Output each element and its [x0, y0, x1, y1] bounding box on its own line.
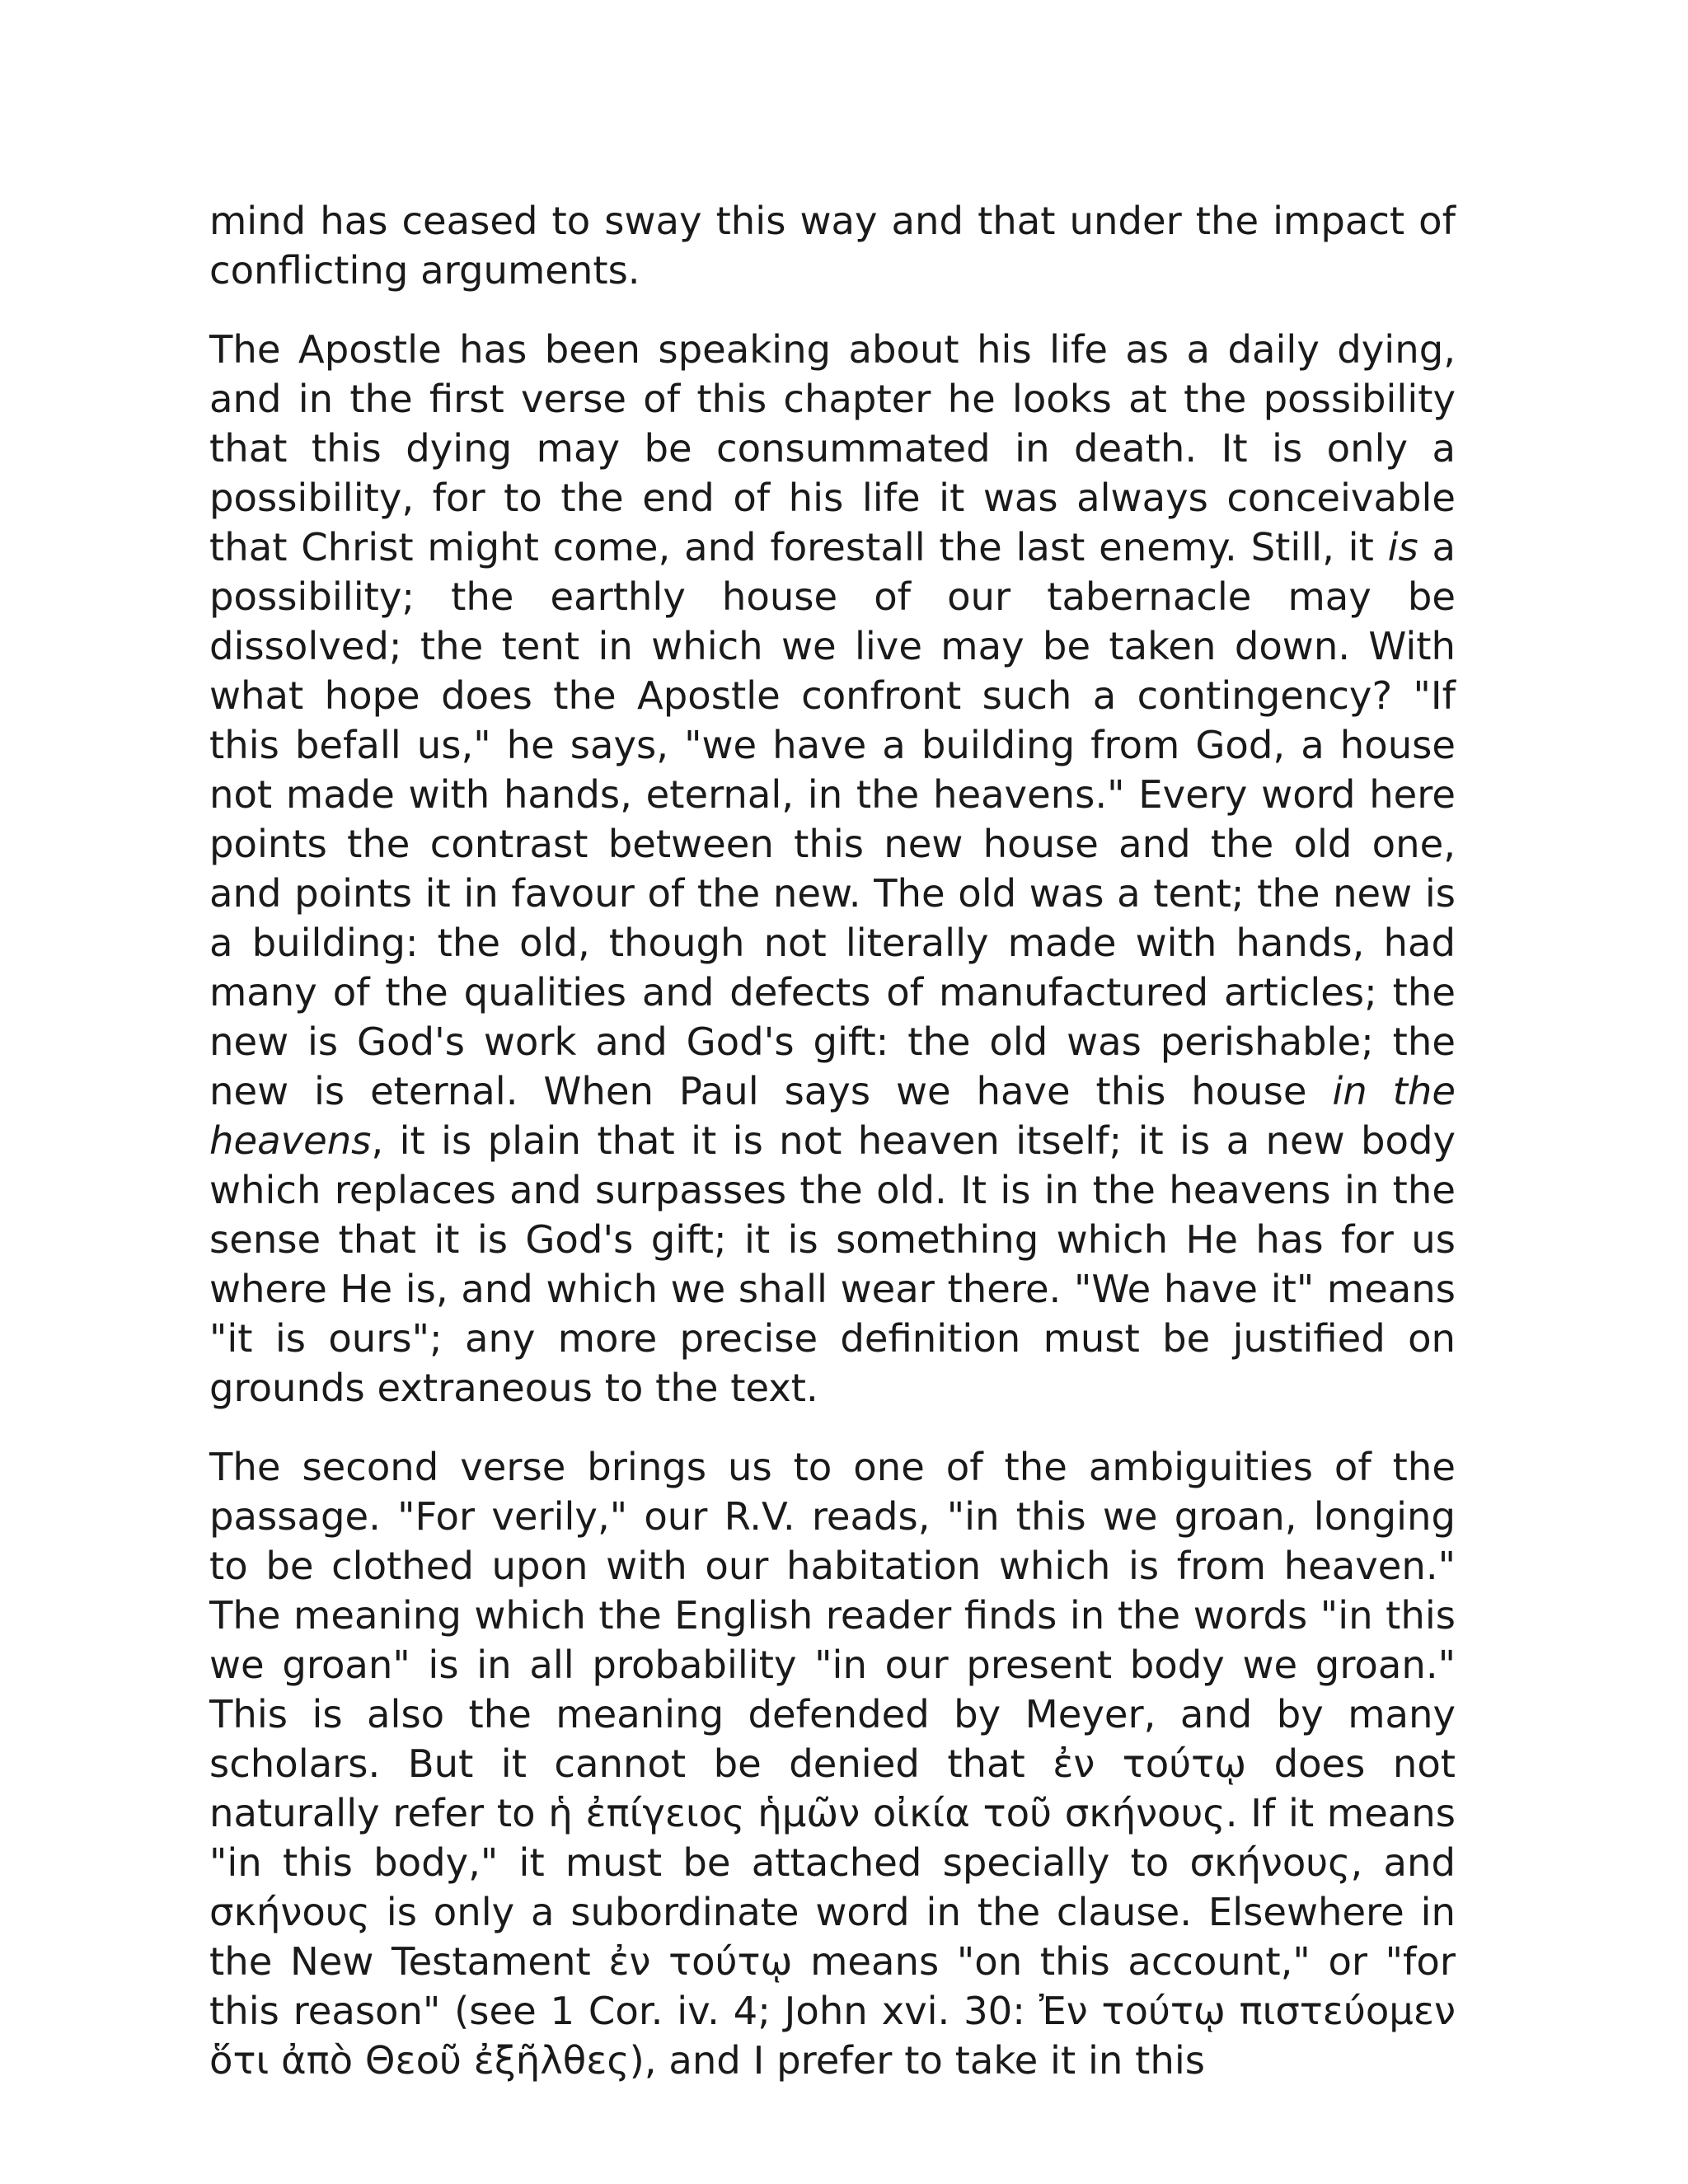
paragraph-2-italic-in-the-heavens: in the heavens — [209, 1069, 1456, 1163]
paragraph-1 — [209, 196, 1456, 295]
paragraph-2 — [209, 325, 1456, 1413]
paragraph-3-text: The second verse brings us to one of the ambiguities of the passage. "For verily," our R.V. reads, "in this we groan, longing to be clothed upon with our habitation which is from heaven." The meaning which the English reader finds in the words "in this we groan" is in all probability "in our present body we groan." This is also the meaning defended by Meyer, and by many scholars. But it cannot be denied that ἐν τούτῳ does not naturally refer to ἡ ἐπίγειος ἡμῶν οἰκία τοῦ σκήνους. If it means "in this body," it must be attached specially to σκήνους, and σκήνους is only a subordinate word in the clause. Elsewhere in the New Testament ἐν τούτῳ means "on this account," or "for this reason" (see 1 Cor. iv. 4; John xvi. 30: Ἐν τούτῳ πιστεύομεν ὅτι ἀπὸ Θεοῦ ἐξῆλθες), and I prefer to take it in this — [209, 1445, 1456, 2083]
document-page — [209, 196, 1456, 2085]
paragraph-2-text-b: a possibility; the earthly house of our tabernacle may be dissolved; the tent in which we live may be taken down. With what hope does the Apostle confront such a contingency? "If this befall us," he says, "we have a building from God, a house not made with hands, eternal, in the heavens." Every word here points the contrast between this new house and the old one, and points it in favour of the new. The old was a tent; the new is a building: the old, though not literally made with hands, had many of the qualities and defects of manufactured articles; the new is God's work and God's gift: the old was perishable; the new is eternal. When Paul says we have this house — [209, 525, 1456, 1113]
paragraph-3 — [209, 1442, 1456, 2085]
paragraph-1-text: mind has ceased to sway this way and that under the impact of conflicting arguments. — [209, 199, 1456, 293]
paragraph-2-text-a: The Apostle has been speaking about his life as a daily dying, and in the first verse of this chapter he looks at the possibility that this dying may be consummated in death. It is only a possibility, for to the end of his life it was always conceivable that Christ might come, and forestall the last enemy. Still, it — [209, 327, 1456, 569]
paragraph-2-italic-is: is — [1387, 525, 1418, 569]
paragraph-2-text-c: , it is plain that it is not heaven itself; it is a new body which replaces and surpasses the old. It is in the heavens in the sense that it is God's gift; it is something which He has for us where He is, and which we shall wear there. "We have it" means "it is ours"; any more precise definition must be justified on grounds extraneous to the text. — [209, 1118, 1456, 1410]
